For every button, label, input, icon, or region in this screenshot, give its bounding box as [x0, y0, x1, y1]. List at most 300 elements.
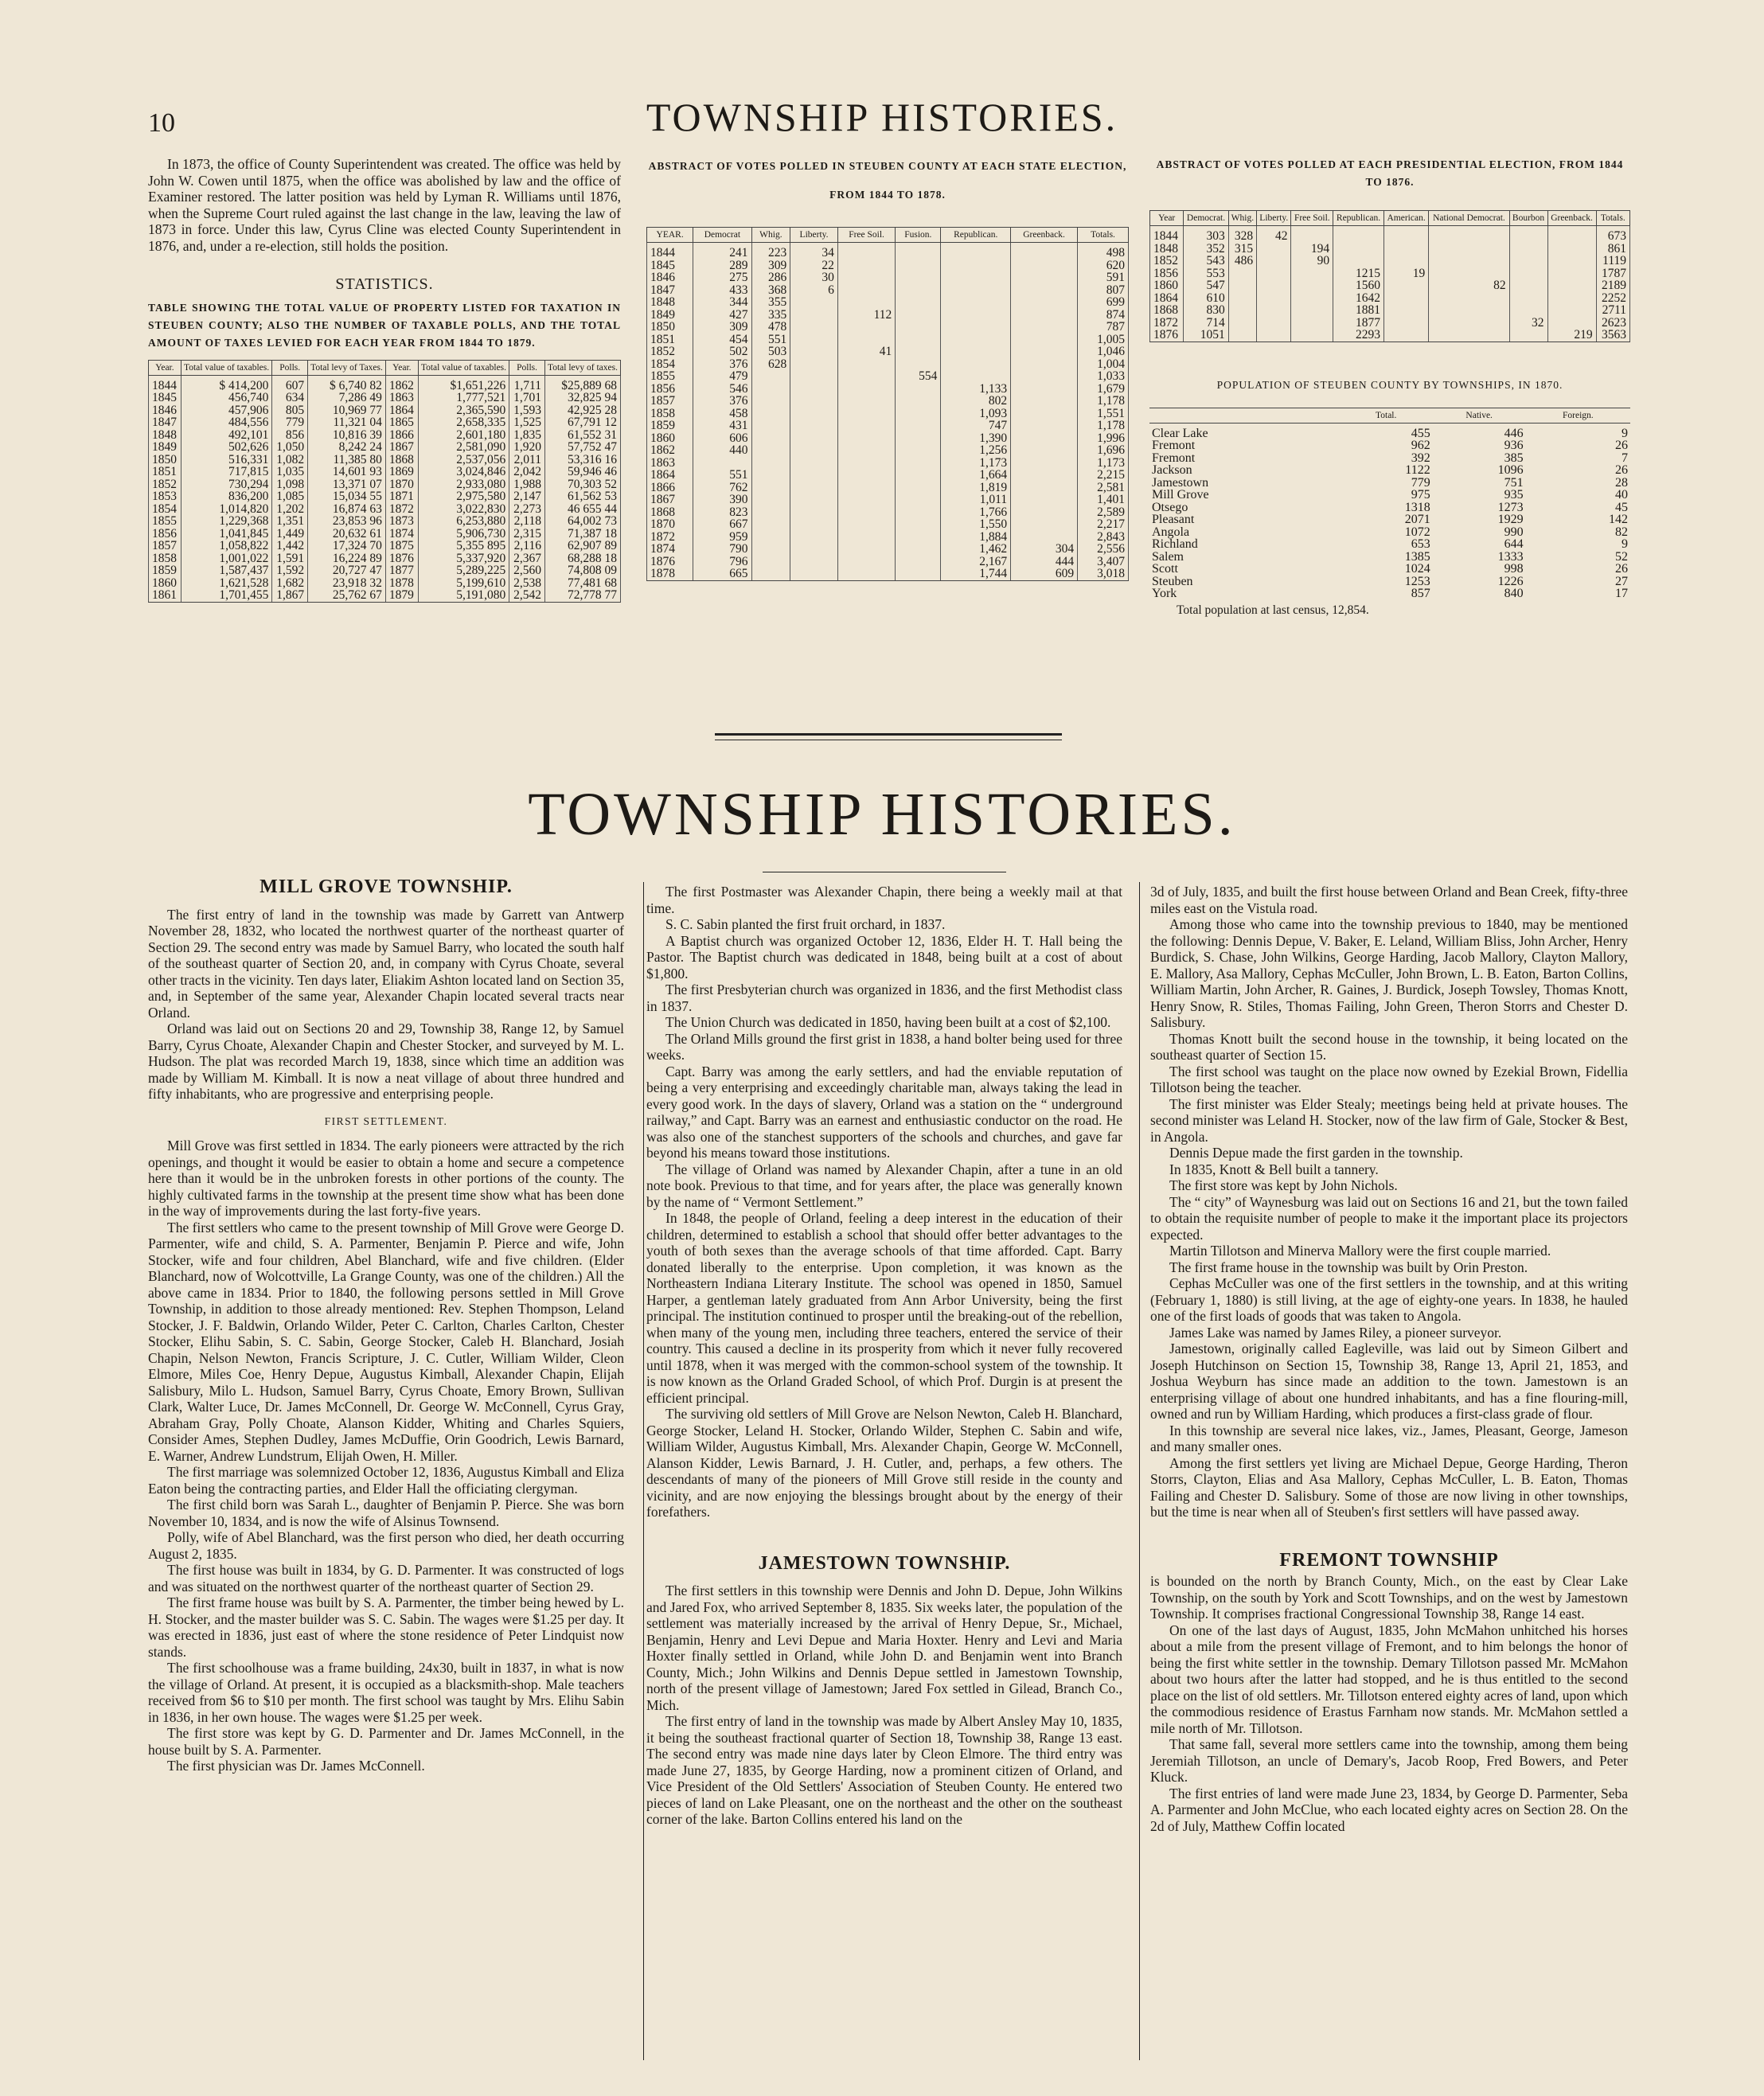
- table-cell: 1,229,368: [181, 515, 271, 528]
- main-title: TOWNSHIP HISTORIES.: [528, 781, 1236, 848]
- table-cell: 392: [1411, 451, 1430, 465]
- table-cell: 2,367: [509, 552, 545, 565]
- table-cell: [1228, 304, 1256, 317]
- table-cell: 620: [1078, 260, 1129, 272]
- table-cell: 1,819: [941, 482, 1011, 494]
- table-cell: 1850: [149, 454, 181, 466]
- table-cell: 444: [1011, 556, 1078, 568]
- table-cell: 427: [693, 309, 751, 322]
- column-header: Total.: [1340, 408, 1433, 423]
- table-cell: 962: [1411, 439, 1430, 452]
- table-cell: [837, 321, 895, 334]
- table-cell: 6,253,880: [418, 515, 509, 528]
- paragraph: In 1848, the people of Orland, feeling a deep interest in the education of their children, determined to establish a school that should offer better advantages to the youth of both sexes than the average schools of that time afforded. Capt. Barry donated liberally to the enterprise. Upon completion, it was known as the Northeastern Indiana Literary Institute. The school was opened in 1850, Samuel Harper, a gentleman lately graduated from Ann Arbor University, being the first principal. The institution continued to prosper until the breaking-out of the rebellion, when many of the young men, including three teachers, entered the service of their country. This caused a decline in its prosperity from which it never fully recovered until 1878, when it was merged with the common-school system of the township. It is now known as the Orland Graded School, of which Prof. Durgin is at present the efficient principal.: [646, 1210, 1122, 1406]
- table-cell: 1333: [1497, 549, 1524, 564]
- column-header: [1149, 408, 1340, 423]
- table-cell: [1011, 482, 1078, 494]
- column-header: Year: [1150, 211, 1184, 226]
- table-cell: [751, 408, 790, 420]
- table-cell: 1,178: [1078, 420, 1129, 432]
- table-cell: 1867: [385, 441, 418, 454]
- table-cell: 2,556: [1078, 543, 1129, 556]
- table-cell: 1,033: [1078, 370, 1129, 383]
- table-row: [149, 564, 621, 577]
- table-cell: [941, 370, 1011, 383]
- paragraph: In this township are several nice lakes, viz., James, Pleasant, George, Jameson and many smaller ones.: [1150, 1422, 1628, 1454]
- table-cell: [1509, 226, 1547, 243]
- table-cell: 344: [693, 296, 751, 309]
- table-cell: 3,407: [1078, 556, 1129, 568]
- table-cell: 309: [751, 260, 790, 272]
- table-cell: [837, 260, 895, 272]
- table-cell: 1848: [647, 296, 693, 309]
- table-cell: 1852: [647, 345, 693, 358]
- table-cell: 1851: [647, 334, 693, 346]
- table-cell: [1257, 267, 1291, 280]
- table-cell: 1,202: [272, 503, 308, 516]
- paragraph: Orland was laid out on Sections 20 and 29, Township 38, Range 12, by Samuel Barry, Cyrus Choate, Alexander Chapin and Chester Stocker, and surveyed by M. L. Hudson. The plat was recorded March 19, 1838, since which time an addition was made by William M. Kimball. It is now a neat village of about three hundred and fifty inhabitants, who are progressive and enterprising people.: [148, 1021, 624, 1102]
- table-cell: 1853: [149, 490, 181, 503]
- table-cell: [896, 383, 941, 396]
- table-cell: Richland: [1152, 537, 1198, 551]
- table-cell: 2,116: [509, 540, 545, 552]
- table-cell: 52: [1615, 549, 1628, 564]
- column-header: Whig.: [751, 228, 790, 243]
- table-cell: 2,975,580: [418, 490, 509, 503]
- table-cell: [790, 482, 838, 494]
- table-cell: 1122: [1405, 463, 1430, 477]
- table-cell: [896, 321, 941, 334]
- table-cell: 2,537,056: [418, 454, 509, 466]
- table-cell: [1429, 267, 1509, 280]
- table-cell: 90: [1291, 255, 1333, 267]
- table-cell: 551: [693, 469, 751, 482]
- table-cell: [837, 457, 895, 470]
- table-cell: 1,011: [941, 494, 1011, 506]
- table-cell: [1011, 334, 1078, 346]
- table-cell: [751, 543, 790, 556]
- table-cell: 3,024,846: [418, 466, 509, 478]
- column-header: YEAR.: [647, 228, 693, 243]
- table-cell: 1856: [149, 528, 181, 541]
- table-cell: 3563: [1596, 329, 1629, 342]
- table-row: [1149, 477, 1630, 490]
- table-cell: 779: [1411, 475, 1430, 490]
- column-header: Republican.: [1333, 211, 1384, 226]
- table-cell: [1228, 279, 1256, 292]
- table-cell: [751, 531, 790, 544]
- table-cell: [751, 395, 790, 408]
- table-cell: [1011, 345, 1078, 358]
- table-cell: 41: [837, 345, 895, 358]
- table-cell: [1257, 304, 1291, 317]
- table-cell: [837, 556, 895, 568]
- table-cell: 368: [751, 284, 790, 297]
- paragraph: The first entries of land were made June 23, 1834, by George D. Parmenter, Seba A. Parmenter and John McClue, who each located eighty acres on Section 28. On the 2d of July, Matthew Coffin located: [1150, 1785, 1628, 1834]
- paragraph: The first Postmaster was Alexander Chapin, there being a weekly mail at that time.: [646, 884, 1122, 916]
- state-election-caption: ABSTRACT OF VOTES POLLED IN STEUBEN COUNTY AT EACH STATE ELECTION,: [648, 160, 1127, 172]
- table-row: [647, 420, 1129, 432]
- table-cell: 1,701: [509, 392, 545, 404]
- paragraph: The first physician was Dr. James McConnell.: [167, 1758, 425, 1774]
- paragraph: S. C. Sabin planted the first fruit orchard, in 1837.: [665, 916, 946, 932]
- table-cell: [751, 506, 790, 519]
- table-cell: 1,058,822: [181, 540, 271, 552]
- table-row: [149, 540, 621, 552]
- paragraph: The first settlers in this township were Dennis and John D. Depue, John Wilkins and Jared Fox, who arrived September 8, 1835. Six weeks later, the population of the settlement was materially increased by the arrival of Henry Depue, Sr., Michael, Benjamin, Henry and Levi Depue and Maria Hoxter. Henry and Levi and Maria Hoxter finally settled in Orland, while John D. and Benjamin went into Branch County, Mich.; John Wilkins and Dennis Depue settled in Jamestown Township, north of the present village of Jamestown; Jared Fox settled in Gilead, Branch Co., Mich.: [646, 1583, 1122, 1713]
- table-cell: 1874: [385, 528, 418, 541]
- table-cell: 486: [1228, 255, 1256, 267]
- table-cell: 61,552 31: [544, 429, 620, 442]
- paragraph: Mill Grove was first settled in 1834. The early pioneers were attracted by the rich openings, and thought it would be easier to obtain a home and secure a competence here than it would be in the unbroken forests in other portions of the county. The highly cultivated farms in the township at the present time show what has been done in the way of improvements during the last forty-five years.: [148, 1138, 624, 1219]
- table-cell: 5,289,225: [418, 564, 509, 577]
- table-cell: [1429, 304, 1509, 317]
- table-cell: 857: [1411, 587, 1430, 600]
- paragraph: Thomas Knott built the second house in the township, it being located on the southeast quarter of Section 15.: [1150, 1030, 1628, 1063]
- paragraph: The first marriage was solemnized October 12, 1836, Augustus Kimball and Eliza Eaton being the contracting parties, and Elder Hall the officiating clergyman.: [148, 1464, 624, 1497]
- table-cell: 355: [751, 296, 790, 309]
- table-cell: 1858: [149, 552, 181, 565]
- table-cell: [896, 420, 941, 432]
- table-cell: 20,727 47: [308, 564, 386, 577]
- table-cell: 32,825 94: [544, 392, 620, 404]
- table-cell: 2,933,080: [418, 478, 509, 491]
- paragraph: On one of the last days of August, 1835, John McMahon unhitched his horses about a mile from the present village of Fremont, and to him belongs the honor of being the first white settler in the township. Demary Tillotson passed Mr. McMahon about two hours after the latter had stopped, and he is thus entitled to the second place on the list of old settlers. Mr. Tillotson entered eighty acres of land, upon which the commodious residence of Erastus Farnham now stands. Mr. McMahon settled a mile north of Mr. Tillotson.: [1150, 1622, 1628, 1736]
- table-cell: [896, 556, 941, 568]
- table-cell: 1874: [647, 543, 693, 556]
- table-cell: 1867: [647, 494, 693, 506]
- table-cell: 1929: [1497, 513, 1524, 526]
- table-cell: 5,355 895: [418, 540, 509, 552]
- table-cell: [790, 432, 838, 445]
- table-cell: 15,034 55: [308, 490, 386, 503]
- table-cell: 26: [1615, 463, 1628, 477]
- table-cell: [1257, 317, 1291, 330]
- table-cell: [1291, 279, 1333, 292]
- table-cell: 762: [693, 482, 751, 494]
- table-cell: [790, 395, 838, 408]
- table-cell: [1011, 370, 1078, 383]
- table-cell: [896, 334, 941, 346]
- table-cell: [790, 469, 838, 482]
- table-cell: 1872: [1150, 317, 1184, 330]
- table-cell: 2,273: [509, 503, 545, 516]
- paragraph: Cephas McCuller was one of the first settlers in the township, and at this writing (February 1, 1880) is still living, at the age of eighty-one years. In 1838, he hauled one of the first loads of goods that was taken to Angola.: [1150, 1275, 1628, 1324]
- table-cell: 673: [1596, 226, 1629, 243]
- table-row: [149, 515, 621, 528]
- table-cell: 1253: [1404, 574, 1430, 588]
- table-cell: [837, 243, 895, 260]
- table-cell: 796: [693, 556, 751, 568]
- table-cell: [1429, 292, 1509, 305]
- table-cell: [1547, 304, 1596, 317]
- property-tax-table: [148, 360, 621, 603]
- table-cell: [837, 543, 895, 556]
- table-cell: 856: [272, 429, 308, 442]
- table-cell: 714: [1184, 317, 1228, 330]
- table-cell: [837, 494, 895, 506]
- table-cell: [896, 284, 941, 297]
- table-row: [647, 284, 1129, 297]
- table-cell: 1859: [149, 564, 181, 577]
- table-cell: 610: [1184, 292, 1228, 305]
- table-row: [149, 375, 621, 392]
- table-cell: 59,946 46: [544, 466, 620, 478]
- column-header: Democrat: [693, 228, 751, 243]
- table-cell: 1875: [385, 540, 418, 552]
- table-cell: Jackson: [1152, 463, 1192, 477]
- column-header: Fusion.: [896, 228, 941, 243]
- column-header: Liberty.: [1257, 211, 1291, 226]
- section-title: JAMESTOWN TOWNSHIP.: [758, 1552, 1011, 1574]
- property-table-caption: TABLE SHOWING THE TOTAL VALUE OF PROPERTY LISTED FOR TAXATION IN STEUBEN COUNTY; ALSO THE NUMBER OF TAXABLE POLLS, AND THE TOTAL AMOUNT OF TAXES LEVIED FOR EACH YEAR FROM 1844 TO 1879.: [148, 301, 621, 349]
- table-cell: [837, 395, 895, 408]
- column-header: Total levy of taxes.: [544, 360, 620, 375]
- state-election-table: [646, 227, 1129, 581]
- table-cell: 1,046: [1078, 345, 1129, 358]
- table-cell: 40: [1615, 488, 1628, 502]
- table-cell: 304: [1011, 543, 1078, 556]
- table-row: [647, 358, 1129, 371]
- table-cell: 1,696: [1078, 444, 1129, 457]
- table-cell: 72,778 77: [544, 589, 620, 602]
- table-row: [149, 392, 621, 404]
- column-header: Liberty.: [790, 228, 838, 243]
- table-cell: [896, 506, 941, 519]
- table-cell: 352: [1184, 243, 1228, 256]
- table-cell: 805: [272, 404, 308, 417]
- table-cell: [896, 469, 941, 482]
- table-cell: 554: [896, 370, 941, 383]
- table-cell: [837, 568, 895, 580]
- table-cell: [1291, 267, 1333, 280]
- table-cell: 17: [1615, 587, 1628, 600]
- table-cell: [941, 271, 1011, 284]
- table-cell: 10,816 39: [308, 429, 386, 442]
- table-cell: 551: [751, 334, 790, 346]
- table-row: [647, 345, 1129, 358]
- table-cell: [1291, 329, 1333, 342]
- table-cell: 2,042: [509, 466, 545, 478]
- table-cell: 1872: [385, 503, 418, 516]
- table-row: [1149, 526, 1630, 539]
- table-row: [1150, 292, 1630, 305]
- column-header: Bourbon: [1509, 211, 1547, 226]
- table-row: [1150, 255, 1630, 267]
- paragraph: Among the first settlers yet living are Michael Depue, George Harding, Theron Storrs, Clayton, Elias and Asa Mallory, Cephas McCuller, L. B. Eaton, Thomas Failing and Chester D. Salisbury. Some of those are now living in other townships, but the time is near when all of Steuben's first settlers will have passed away.: [1150, 1454, 1628, 1520]
- table-cell: 3,018: [1078, 568, 1129, 580]
- paragraph: The first entry of land in the township was made by Albert Ansley May 10, 1835, it being the southeast fractional quarter of Section 18, Township 38, Range 13 east. The second entry was made nine days later by Cleon Elmore. The third entry was made June 27, 1835, by George Harding, now a prominent citizen of Orland, and Vice President of the Old Settlers' Association of Steuben County. He entered two pieces of land on Lake Pleasant, one on the northeast and the other on the southeast corner of the lake. Barton Collins entered his land on the: [646, 1713, 1122, 1827]
- table-row: [647, 543, 1129, 556]
- table-cell: 26: [1615, 562, 1628, 576]
- table-cell: [790, 506, 838, 519]
- table-cell: 1877: [1333, 317, 1384, 330]
- table-cell: 2,581,090: [418, 441, 509, 454]
- table-cell: 1,587,437: [181, 564, 271, 577]
- table-row: [647, 506, 1129, 519]
- table-cell: 1560: [1333, 279, 1384, 292]
- table-cell: 1857: [647, 395, 693, 408]
- table-cell: 2,581: [1078, 482, 1129, 494]
- table-cell: [941, 321, 1011, 334]
- table-cell: 807: [1078, 284, 1129, 297]
- paragraph: The first frame house was built by S. A. Parmenter, the timber being hewed by L. H. Stocker, and the master builder was S. C. Sabin. The wages were $1.25 per day. It was erected in 1836, just east of where the stone residence of Peter Lindquist now stands.: [148, 1594, 624, 1660]
- table-cell: [1011, 243, 1078, 260]
- table-cell: [941, 260, 1011, 272]
- table-row: [647, 494, 1129, 506]
- table-cell: [1383, 304, 1428, 317]
- column-header: Native.: [1433, 408, 1526, 423]
- table-cell: 14,601 93: [308, 466, 386, 478]
- table-cell: 440: [693, 444, 751, 457]
- presidential-caption: ABSTRACT OF VOTES POLLED AT EACH PRESIDENTIAL ELECTION, FROM 1844 TO 1876.: [1156, 158, 1624, 188]
- table-cell: 286: [751, 271, 790, 284]
- table-cell: 45: [1615, 500, 1628, 514]
- table-cell: 699: [1078, 296, 1129, 309]
- table-cell: 1868: [385, 454, 418, 466]
- table-cell: 1860: [1150, 279, 1184, 292]
- table-cell: 1861: [149, 589, 181, 602]
- table-cell: 5,191,080: [418, 589, 509, 602]
- column-header: Foreign.: [1526, 408, 1630, 423]
- table-cell: [896, 395, 941, 408]
- table-cell: 478: [751, 321, 790, 334]
- table-cell: 1860: [647, 432, 693, 445]
- table-row: [149, 552, 621, 565]
- table-cell: 717,815: [181, 466, 271, 478]
- table-cell: 730,294: [181, 478, 271, 491]
- table-cell: 1852: [149, 478, 181, 491]
- table-cell: 1,014,820: [181, 503, 271, 516]
- table-cell: 1849: [647, 309, 693, 322]
- table-cell: [837, 334, 895, 346]
- table-cell: [790, 370, 838, 383]
- paragraph: The first house was built in 1834, by G. D. Parmenter. It was constructed of logs and was situated on the northwest quarter of the northeast quarter of Section 29.: [148, 1562, 624, 1594]
- table-cell: 2,560: [509, 564, 545, 577]
- table-cell: $ 6,740 82: [308, 375, 386, 392]
- table-cell: 5,906,730: [418, 528, 509, 541]
- table-cell: 376: [693, 358, 751, 371]
- table-cell: [693, 457, 751, 470]
- table-cell: 1,593: [509, 404, 545, 417]
- table-cell: 1847: [647, 284, 693, 297]
- table-cell: 1866: [385, 429, 418, 442]
- table-row: [647, 370, 1129, 383]
- table-cell: [790, 420, 838, 432]
- table-cell: 71,387 18: [544, 528, 620, 541]
- table-cell: 607: [272, 375, 308, 392]
- table-cell: 975: [1411, 488, 1430, 502]
- table-cell: 70,303 52: [544, 478, 620, 491]
- table-row: [647, 432, 1129, 445]
- table-cell: [896, 568, 941, 580]
- table-cell: 6: [790, 284, 838, 297]
- table-cell: [941, 358, 1011, 371]
- column-header: Democrat.: [1184, 211, 1228, 226]
- paragraph: Martin Tillotson and Minerva Mallory were the first couple married.: [1169, 1243, 1551, 1259]
- table-cell: [896, 358, 941, 371]
- paragraph: The first school was taught on the place now owned by Ezekial Brown, Fidellia Tillotson being the teacher.: [1150, 1063, 1628, 1095]
- table-cell: 1876: [647, 556, 693, 568]
- table-cell: 1,664: [941, 469, 1011, 482]
- table-cell: 1,920: [509, 441, 545, 454]
- table-cell: 1869: [385, 466, 418, 478]
- table-cell: 1,173: [1078, 457, 1129, 470]
- table-cell: Salem: [1152, 549, 1184, 564]
- table-cell: 67,791 12: [544, 416, 620, 429]
- table-cell: 315: [1228, 243, 1256, 256]
- table-cell: 1,449: [272, 528, 308, 541]
- table-cell: 1870: [647, 518, 693, 531]
- table-cell: 1,701,455: [181, 589, 271, 602]
- table-cell: 431: [693, 420, 751, 432]
- table-cell: 30: [790, 271, 838, 284]
- column-header: Free Soil.: [1291, 211, 1333, 226]
- table-cell: [837, 383, 895, 396]
- table-cell: 547: [1184, 279, 1228, 292]
- table-cell: 13,371 07: [308, 478, 386, 491]
- table-cell: 2,215: [1078, 469, 1129, 482]
- table-cell: [941, 296, 1011, 309]
- table-cell: [1429, 243, 1509, 256]
- table-cell: 1859: [647, 420, 693, 432]
- table-cell: [790, 543, 838, 556]
- table-cell: 1,004: [1078, 358, 1129, 371]
- subsection-title: FIRST SETTLEMENT.: [324, 1114, 448, 1127]
- table-cell: 289: [693, 260, 751, 272]
- right-column: [1150, 884, 1628, 1834]
- column-header: Total levy of Taxes.: [308, 360, 386, 375]
- table-cell: 543: [1184, 255, 1228, 267]
- table-row: [149, 404, 621, 417]
- table-cell: [1011, 444, 1078, 457]
- table-cell: 303: [1184, 226, 1228, 243]
- table-row: [1150, 304, 1630, 317]
- table-cell: [1509, 292, 1547, 305]
- table-row: [149, 429, 621, 442]
- table-cell: 2,538: [509, 577, 545, 590]
- table-cell: [1011, 494, 1078, 506]
- table-cell: [1547, 267, 1596, 280]
- table-row: [647, 556, 1129, 568]
- paragraph: A Baptist church was organized October 12, 1836, Elder H. T. Hall being the Pastor. The Baptist church was dedicated in 1848, being built at a cost of about $1,800.: [646, 932, 1122, 982]
- table-cell: [837, 408, 895, 420]
- table-cell: 1,035: [272, 466, 308, 478]
- table-cell: [751, 518, 790, 531]
- table-cell: 1876: [385, 552, 418, 565]
- column-header: Total value of taxables.: [181, 360, 271, 375]
- table-cell: 503: [751, 345, 790, 358]
- table-row: [1150, 267, 1630, 280]
- table-cell: [1011, 469, 1078, 482]
- table-cell: Pleasant: [1152, 513, 1195, 526]
- table-cell: 2,542: [509, 589, 545, 602]
- table-row: [1150, 317, 1630, 330]
- table-cell: 492,101: [181, 429, 271, 442]
- table-row: [149, 454, 621, 466]
- table-cell: 9: [1622, 426, 1628, 440]
- table-row: [1149, 563, 1630, 576]
- paragraph: Dennis Depue made the first garden in the township.: [1169, 1145, 1463, 1161]
- table-cell: 376: [693, 395, 751, 408]
- table-cell: 1273: [1497, 500, 1524, 514]
- table-cell: [1333, 243, 1384, 256]
- table-cell: 546: [693, 383, 751, 396]
- table-cell: 1642: [1333, 292, 1384, 305]
- table-cell: 1318: [1404, 500, 1430, 514]
- table-cell: 2,843: [1078, 531, 1129, 544]
- table-cell: 3,022,830: [418, 503, 509, 516]
